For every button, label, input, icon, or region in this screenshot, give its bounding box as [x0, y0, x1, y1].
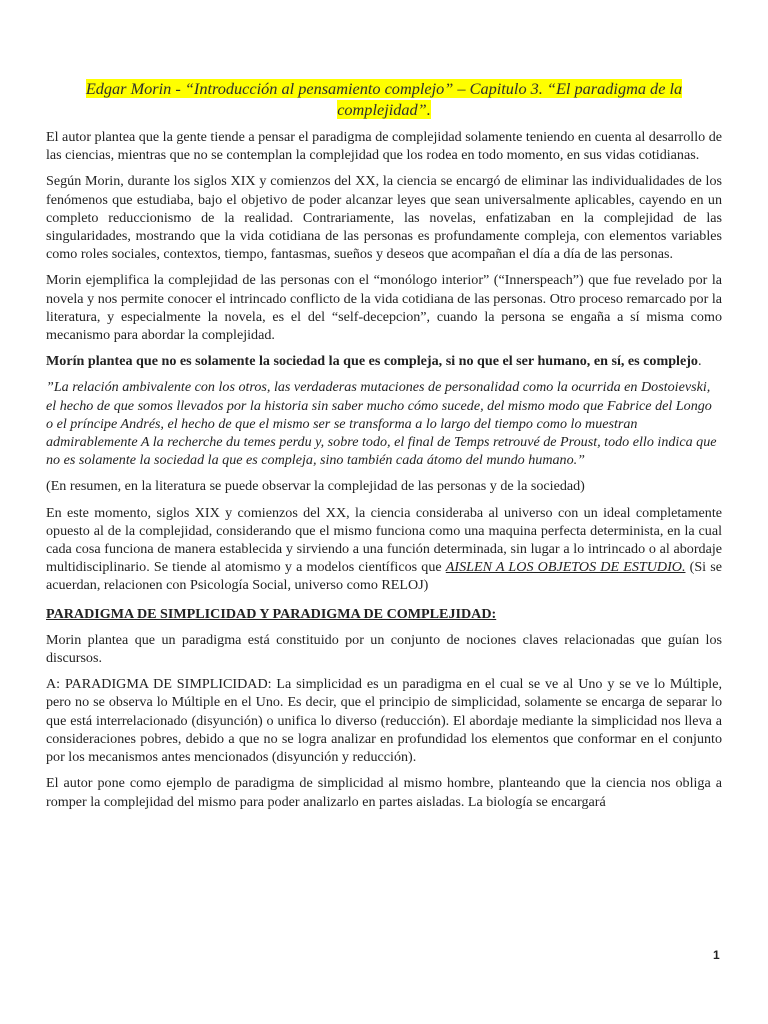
- paragraph-6-start: En este momento, siglos XIX y comienzos del XX, la ciencia consideraba al universo con un ideal completamente opuesto al de la complejidad, considerando que el mismo funciona como una maquina perfecta determinista, en la cual cada cosa funciona de manera establecida y sirviendo a una función determinada, sin lugar a lo intrincado o al abordaje multidisciplinario. Se tiende al atomismo y a modelos científicos que: [46, 504, 722, 576]
- paragraph-7: Morin plantea que un paradigma está constituido por un conjunto de nociones claves relacionadas que guían los discursos.: [46, 631, 722, 667]
- paragraph-3: Morin ejemplifica la complejidad de las personas con el “monólogo interior” (“Innerspeach”) que fue revelado por la novela y nos permite conocer el intrincado conflicto de la vida cotidiana de las personas. Otro proceso remarcado por la literatura, y especialmente la novela, es el del “self-decepcion”, cuando la persona se engaña a sí misma como mecanismo para abordar la complejidad.: [46, 272, 722, 344]
- paragraph-1: El autor plantea que la gente tiende a pensar el paradigma de complejidad solamente teniendo en cuenta al desarrollo de las ciencias, mientras que no se contemplan la complejidad que los rodea en todo momento, en sus vidas cotidianas.: [46, 129, 722, 164]
- title-highlight: Edgar Morin - “Introducción al pensamiento complejo” – Capitulo 3. “El paradigma de la complejidad”.: [85, 79, 683, 119]
- page-number: 1: [713, 948, 720, 962]
- quote-paragraph: ”La relación ambivalente con los otros, las verdaderas mutaciones de personalidad como la ocurrida en Dostoievski, el hecho de que somos llevados por la historia sin saber mucho cómo sucede, del mismo modo que Fabrice del Longo o el príncipe Andrés, el hecho de que el mismo ser se transforma a lo largo del tiempo como lo muestran admirablemente A la recherche du temes perdu y, sobre todo, el final de Temps retrouvé de Proust, todo ello indica que no es solamente la sociedad la que es compleja, sino también cada átomo del mundo humano.”: [46, 379, 717, 469]
- paragraph-2: Según Morin, durante los siglos XIX y comienzos del XX, la ciencia se encargó de eliminar las individualidades de los fenómenos que estudiaba, bajo el objetivo de poder alcanzar leyes que sean universalmente aplicables, cayendo en un completo reduccionismo de la realidad. Contrariamente, las novelas, enfatizaban en la complejidad de las singularidades, mostrando que la vida cotidiana de las personas es profundamente compleja, con elementos variables como roles sociales, contextos, tiempo, fantasmas, sueños y deseos que acompañan el día a día de las personas.: [46, 173, 722, 263]
- paragraph-4-bold: Morín plantea que no es solamente la sociedad la que es compleja, si no que el ser humano, en sí, es complejo: [46, 353, 698, 370]
- paragraph-6: [46, 504, 722, 595]
- paragraph-6-end: (Si se acuerdan, relacionen con Psicología Social, universo como RELOJ): [46, 559, 723, 594]
- section-heading: PARADIGMA DE SIMPLICIDAD Y PARADIGMA DE COMPLEJIDAD:: [46, 605, 497, 622]
- document-title: [46, 78, 722, 120]
- paragraph-9: El autor pone como ejemplo de paradigma de simplicidad al mismo hombre, planteando que la ciencia nos obliga a romper la complejidad del mismo para poder analizarlo en partes aisladas. La biología se encargará: [46, 775, 722, 810]
- paragraph-4: [46, 352, 722, 370]
- paragraph-4-end: .: [697, 353, 702, 370]
- document-body: [46, 78, 722, 819]
- paragraph-8: A: PARADIGMA DE SIMPLICIDAD: La simplicidad es un paradigma en el cual se ve al Uno y se ve lo Múltiple, pero no se observa lo Múltiple en el Uno. Es decir, que el principio de simplicidad, solamente se encarga de separar lo que está interrelacionado (disyunción) o unifica lo diverso (reducción). El abordaje mediante la simplicidad nos lleva a consideraciones pobres, debido a que no se logra analizar en profundidad los elementos que conformar en el conjunto por los mecanismos antes mencionados (disyunción y reducción).: [46, 676, 722, 766]
- underlined-phrase: AISLEN A LOS OBJETOS DE ESTUDIO.: [445, 559, 686, 576]
- paragraph-5: (En resumen, en la literatura se puede observar la complejidad de las personas y de la sociedad): [46, 478, 585, 495]
